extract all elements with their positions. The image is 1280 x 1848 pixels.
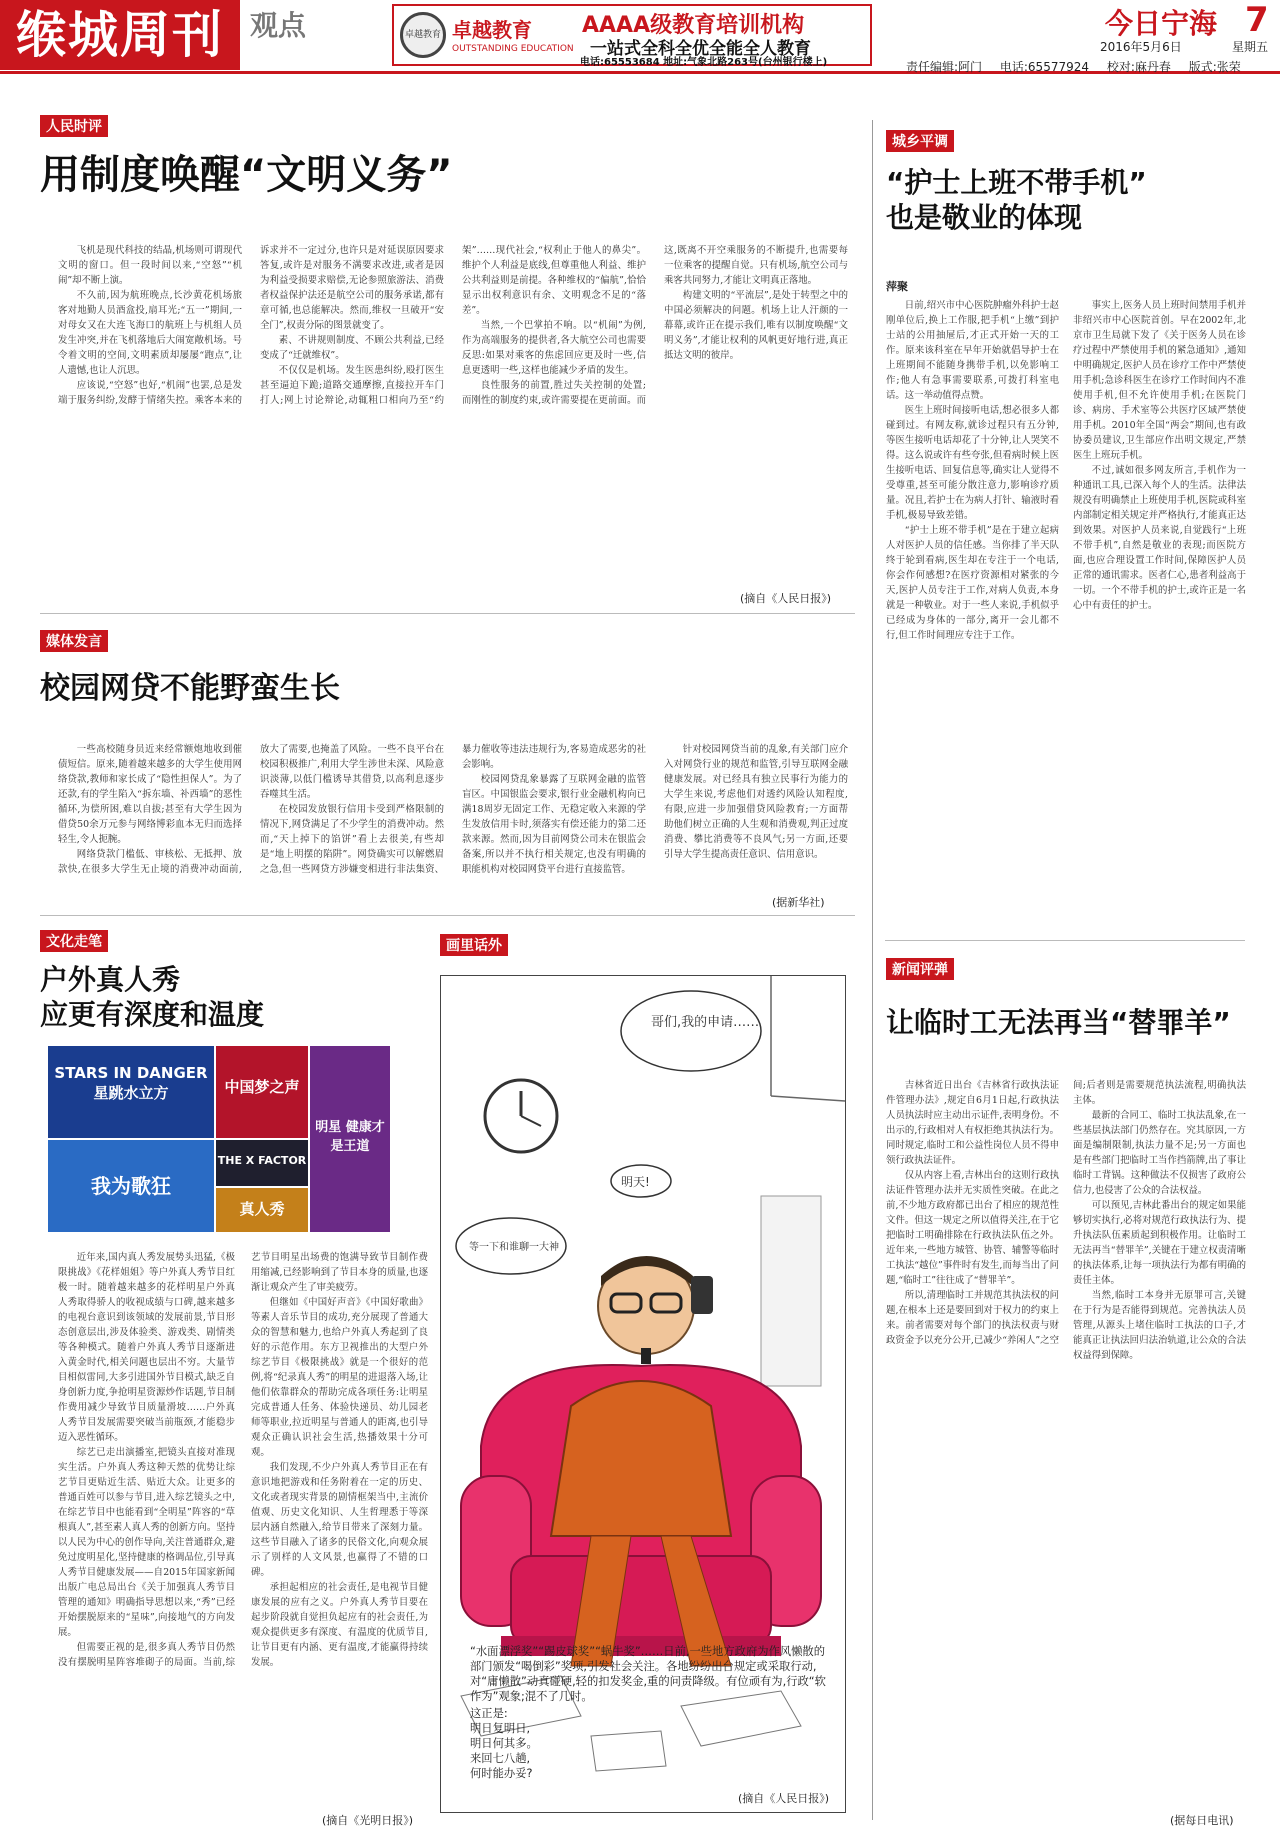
variety-show-collage [48,1046,390,1232]
paragraph: 良性服务的前置,胜过失关控制的处置;而刚性的制度约束,或许需要提在更前面。而这,既离不开空乘服务的不断提升,也需要每一位乘客的提醒自觉。只有机场,航空公司与乘客共同努力,才能让文明真正落地。 [462,245,848,406]
poem-line: 来回七八趟, [470,1752,531,1765]
ad-subline: 一站式全科全优全能全人教育 [590,39,811,59]
paragraph: 综艺已走出演播室,把镜头直接对准现实生活。户外真人秀这种天然的优势让综艺节目更贴近生活、贴近大众。让更多的普通百姓可以参与节目,进入综艺镜头之中,在综艺节目中也能看到“全明星”阵容的“草根真人”,甚至素人真人秀的创新方向。坚持以人民为中心的创作导向,关注普通群众,避免过度明星化,坚持健康的格调品位,引导真人秀节目健康发展——自2015年国家新闻出版广电总局出台《关于加强真人秀节目管理的通知》明确指导思想以来,“秀”已经开始摆脱原来的“星味”,向接地气的方向发展。 [58,1447,235,1638]
poem-line: 这正是: [470,1707,508,1720]
paragraph: 飞机是现代科技的结晶,机场则可谓现代文明的窗口。但一段时间以来,“空怒”“机闹”却不断上演。 [58,245,242,286]
speech-text: 哥们,我的申请…… [651,1015,760,1030]
page-number: 7 [1245,0,1269,40]
poster-label: 真人秀 [239,1200,285,1218]
paragraph: 不久前,因为航班晚点,长沙黄花机场旅客对地勤人员酒盒投,扇耳光;“五一”期间,一对母女又在大连飞海口的航班上与机组人员发生冲突,并在飞机落地后大闹宽敞机场。号令着文明的空间,文明素质却屡屡“跑点”,让人遗憾,也让人沉思。 [58,290,242,376]
paragraph: 所以,清理临时工并规范其执法权的问题,在根本上还是要回到对于权力的约束上来。前者需要对每个部门的执法权责与财政资金予以充分公开,已减少“养闲人”之空间;后者则是需要规范执法流程,明确执法主体。 [886,1080,1246,1346]
speech-bubble-top [621,991,761,1071]
show-poster-image [216,1140,308,1186]
ad-headline: AAAA级教育培训机构 [582,13,805,38]
paragraph: 日前,绍兴市中心医院肿瘤外科护士赵刚单位后,换上工作服,把手机“上缴”到护士站的公用抽屉后,才正式开始一天的工作。原来该科室在早年开始就倡导护士在上班期间不能随身携带手机,以免影响工作;他人有急事需要联系,可拨打科室电话。这一举动值得点赞。 [886,300,1059,401]
poster-label: THE X FACTOR [217,1154,307,1167]
paragraph: 构建文明的“平流层”,是处于转型之中的中国必须解决的问题。机场上让人汗颜的一幕幕,或许正在提示我们,唯有以制度唤醒“文明义务”,才能让权利的风帆更好地行进,真正抵达文明的彼岸。 [664,290,848,361]
paragraph: 当然,一个巴掌拍不响。以“机闹”为例,作为高端服务的提供者,各大航空公司也需要反思:如果对乘客的焦虑回应更及时一些,信息更透明一些,这样也能减少矛盾的发生。 [462,320,646,376]
paragraph: 不仅仅是机场。发生医患纠纷,殴打医生甚至逼迫下跪;道路交通摩擦,直接拉开车门打人;网上讨论辩论,动辄粗口相向乃至“约架”……现代社会,“权利止于他人的鼻尖”。维护个人利益是底线,但尊重他人利益、维护公共利益则是前提。各种维权的“偏航”,恰恰显示出权利意识有余、文明观念不足的“落差”。 [260,245,646,406]
paragraph: 不过,诚如很多网友所言,手机作为一种通讯工具,已深入每个人的生活。法律法规没有明确禁止上班使用手机,医院或科室内部制定相关规定并严格执行,才能真正达到效果。对医护人员来说,自觉践行“上班不带手机”,自然是敬业的表现;而医院方面,也应合理设置工作时间,保障医护人员正常的通讯需求。医者仁心,患者利益高于一切。一个不带手机的护士,或许正是一名心中有责任的护士。 [1073,465,1246,611]
section-divider [40,613,855,614]
title-line: 应更有深度和温度 [40,998,265,1031]
paper-logo: 今日宁海 [1105,7,1218,40]
show-poster-image [48,1046,214,1138]
article-source: (据每日电讯) [1170,1814,1234,1827]
poster-label: 明星 健康才是王道 [315,1120,385,1154]
show-poster-image [48,1140,214,1232]
paragraph: 但需要正视的是,很多真人秀节目仍然没有摆脱明星阵容堆砌子的局面。当前,综艺节目明星出场费的饱满导致节目制作费用缩减,已经影响到了节目本身的质量,也逐渐让观众产生了审美疲劳。 [58,1252,428,1668]
article-source: (据新华社) [772,896,825,909]
show-poster-image [216,1188,308,1232]
paragraph: 校园网贷乱象暴露了互联网金融的监管盲区。中国银监会要求,银行业金融机构向已满18周岁无固定工作、无稳定收入来源的学生发放信用卡时,须落实有偿还能力的第二还款来源。然而,因为目前网贷公司未在银监会备案,所以并不执行相关规定,也没有明确的职能机构对校园网贷平台进行直接监管。 [462,774,646,875]
paragraph: 事实上,医务人员上班时间禁用手机并非绍兴市中心医院首创。早在2002年,北京市卫生局就下发了《关于医务人员在诊疗过程中严禁使用手机的紧急通知》,通知中明确规定,医护人员在诊疗工作中严禁使用手机;急诊科医生在诊疗工作时间内不准使用手机,但不允许使用手机;在医院门诊、病房、手术室等公共医疗区域严禁使用手机。2010年全国“两会”期间,也有政协委员建议,卫生部应作出明文规定,严禁医生上班玩手机。 [1073,300,1246,461]
education-ad[interactable] [392,4,872,66]
credit-item: 校对:麻丹春 [1106,60,1171,74]
paragraph: 最新的合同工、临时工执法乱象,在一些基层执法部门仍然存在。究其原因,一方面是编制限制,执法力量不足;另一方面也是有些部门把临时工当作挡箭牌,出了事让临时工背锅。这种做法不仅损害了政府公信力,也侵害了公众的合法权益。 [1073,1110,1246,1196]
article-source: (摘自《人民日报》) [740,592,832,605]
credit-item: 责任编辑:阿门 [906,60,983,74]
article-tag: 文化走笔 [40,930,108,952]
credits [906,58,1255,75]
paragraph: 网络贷款门槛低、审核松、无抵押、放款快,在很多大学生无止境的消费冲动面前,放大了需要,也掩盖了风险。一些不良平台在校园积极推广,利用大学生涉世未深、风险意识淡薄,以低门槛诱导其借贷,以高利息逐步吞噬其生活。 [58,744,444,875]
section-name: 观点 [250,9,307,42]
speech-text: 等一下和谁聊一大神 [469,1242,559,1253]
wall-clock-icon [485,1080,557,1152]
paragraph: 素、不讲规则制度、不顾公共利益,已经变成了“迁就维权”。 [260,335,444,361]
article-title[interactable]: 让临时工无法再当“替罪羊” [886,1006,1231,1039]
article-title[interactable]: 校园网贷不能野蛮生长 [40,671,340,706]
paragraph: 应该说,“空怒”也好,“机闹”也罢,总是发端于服务纠纷,发酵于情绪失控。乘客本来的诉求并不一定过分,也许只是对延误原因要求答复,或许是对服务不满要求改进,或者是因为利益受损要求赔偿,无论参照旅游法、消费者权益保护法还是航空公司的服务承诺,都有章可循,也总能解决。然而,维权一旦破开“安全门”,权责分际的图景就变了。 [58,245,444,406]
article-tag: 人民时评 [40,115,108,137]
article-body [58,1250,428,1810]
issue-date: 2016年5月6日 [1100,40,1182,54]
poem-line: 明日何其多。 [470,1737,538,1750]
poster-label: STARS IN DANGER 星跳水立方 [54,1064,208,1102]
poster-label: 我为歌狂 [91,1174,171,1198]
paragraph: 但继如《中国好声音》《中国好歌曲》等素人音乐节目的成功,充分展现了普通大众的智慧和魅力,也给户外真人秀起到了良好的示范作用。东方卫视推出的大型户外综艺节目《极限挑战》就是一个很好的范例,将“纪录真人秀”的明星的进退落入场,让他们依靠群众的帮助完成各项任务:让明星完成普通人任务、体验快递员、幼儿园老师等职业,拉近明星与普通人的距离,也引导观众正确认识社会生活,热播效果十分可观。 [251,1297,428,1458]
masthead [0,0,1280,74]
caption-text: “水面漂浮奖”“踢皮球奖”“蜗牛奖”……日前,一些地方政府为作风懒散的部门颁发“喝倒彩”奖项,引发社会关注。各地纷纷出台规定或采取行动,对“庸懒散”动真碰硬,轻的扣发奖金,重的问责降级。有位顽有为,行政“软作为”观象;混不了几时。 [470,1645,826,1703]
poem-line: 明日复明日, [470,1722,531,1735]
poem-line: 何时能办妥? [470,1767,533,1780]
show-poster-image [216,1046,308,1138]
paragraph: 一些高校随身员近来经常额炮地收到催债短信。原来,随着越来越多的大学生使用网络贷款,教师和家长成了“隐性担保人”。为了还款,有的学生陷入“拆东墙、补西墙”的恶性循环,为偿所困,难以自拔;甚至有大学生因为借贷50余万元参与网络博彩血本无归而选择轻生,令人扼腕。 [58,744,242,845]
ad-logo-icon: 卓越教育 [400,12,446,58]
article-tag: 媒体发言 [40,630,108,652]
paragraph: 吉林省近日出台《吉林省行政执法证件管理办法》,规定自6月1日起,行政执法人员执法时应主动出示证件,表明身份。不出示的,行政相对人有权拒绝其执法行为。同时规定,临时工和公益性岗位人员不得申领行政执法证件。 [886,1080,1059,1166]
article-title[interactable] [886,165,1147,235]
paragraph: 近年来,国内真人秀发展势头迅猛,《极限挑战》《花样姐姐》等户外真人秀节目红极一时。随着越来越多的花样明星户外真人秀取得骄人的收视成绩与口碑,越来越多的电视台意识到该领域的发展前景,节目形态创意层出,涉及体验类、游戏类、剧情类等各种模式。随着户外真人秀节目逐渐进入黄金时代,相关问题也层出不穷。大量节目相似雷同,大多引进国外节目模式,缺乏自身创新力度,争抢明星资源炒作话题,节目制作费用减少导致节目质量滑坡……户外真人秀节目发展需要突破当前瓶颈,才能稳步迈入恶性循环。 [58,1252,235,1443]
section-divider [885,940,1245,941]
article-body [886,298,1246,923]
mobile-phone-icon [691,1276,713,1314]
article-tag: 新闻评弹 [886,958,954,980]
column-divider [872,120,873,1820]
credit-item: 电话:65577924 [999,60,1089,74]
paragraph: 针对校园网贷当前的乱象,有关部门应介入对网贷行业的规范和监管,引导互联网金融健康发展。对已经具有独立民事行为能力的大学生来说,考虑他们对透约风险认知程度,有限,应进一步加强借贷风险教育;一方面帮助他们树立正确的人生观和消费观,判正过度消费、攀比消费等不良风气;另一方面,还要引导大学生提高责任意识、信用意识。 [664,744,848,860]
title-line: 也是敬业的体现 [886,201,1083,234]
paragraph: 承担起相应的社会责任,是电视节目健康发展的应有之义。户外真人秀节目要在起步阶段就自觉担负起应有的社会责任,为观众提供更多有深度、有温度的优质节目,让节目更有内涵、更有温度,才能赢得持续发展。 [251,1582,428,1668]
article-body [886,1078,1246,1810]
ad-company-name-en: OUTSTANDING EDUCATION [452,44,574,54]
poster-label: 中国梦之声 [224,1078,300,1096]
article-body [58,243,848,588]
paragraph: 仅从内容上看,吉林出台的这则行政执法证件管理办法并无实质性突破。在此之前,不少地方政府都已出台了相应的规范性文件。但这一规定之所以值得关注,在于它把临时工明确排除在行政执法队伍之外。近年来,一些地方城管、协管、辅警等临时工执法“越位”事件时有发生,而每当出了问题,“临时工”往往成了“替罪羊”。 [886,1170,1059,1286]
article-source: (摘自《光明日报》) [322,1814,414,1827]
brand-title: 缑城周刊 [0,0,240,70]
article-source: (摘自《人民日报》) [738,1792,830,1805]
article-tag: 画里话外 [440,934,508,956]
paragraph: 可以预见,吉林此番出台的规定如果能够切实执行,必将对规范行政执法行为、提升执法队伍素质起到积极作用。让临时工无法再当“替罪羊”,关键在于建立权责清晰的执法体系,让每一项执法行为都有明确的责任主体。 [1073,1200,1246,1286]
speech-bubble-mid [611,1165,671,1197]
title-line: 户外真人秀 [40,963,181,996]
paragraph: 当然,临时工本身并无原罪可言,关键在于行为是否能得到规范。完善执法人员管理,从源头上堵住临时工执法的口子,才能真正让执法回归法治轨道,让公众的合法权益得到保障。 [1073,1290,1246,1361]
cartoon-caption [470,1644,830,1781]
paragraph: 医生上班时间接听电话,想必很多人都碰到过。有网友称,就诊过程只有五分钟,等医生接听电话却花了十分钟,让人哭笑不得。这么说或许有些夸张,但看病时候上医生接听电话、回复信息等,确实让人觉得不受尊重,甚至可能分散注意力,影响诊疗质量。况且,若护士在为病人打针、输液时看手机,极易导致差错。 [886,405,1059,521]
article-byline: 萍聚 [886,280,908,293]
ad-company-name: 卓越教育 [452,18,532,42]
section-divider [40,915,855,916]
title-line: “护士上班不带手机” [886,166,1147,199]
paragraph: “护士上班不带手机”是在于建立起病人对医护人员的信任感。当你排了半天队终于轮到看病,医生却在专注于一个电话,你会作何感想?在医疗资源相对紧张的今天,医护人员专注于工作,对病人负责,本身就是一种敬业。对于一些人来说,手机似乎已经成为身体的一部分,离开一会儿都不行,但工作时间理应专注于工作。 [886,525,1059,641]
ad-contact: 电话:65553684 地址:气象北路263号(台州银行楼上) [580,57,828,68]
credit-item: 版式:张荣 [1188,60,1241,74]
show-poster-image [310,1046,390,1232]
article-body [58,742,848,892]
article-title[interactable] [40,962,264,1032]
article-title[interactable]: 用制度唤醒“文明义务” [40,152,453,198]
paragraph: 在校园发放银行信用卡受到严格限制的情况下,网贷满足了不少学生的消费冲动。然而,“天上掉下的馅饼”看上去很美,有些却是“地上明摆的陷阱”。网贷确实可以解燃眉之急,但一些网贷方涉嫌变相进行非法集资、暴力催收等违法违规行为,客易造成恶劣的社会影响。 [260,744,646,875]
article-tag: 城乡平调 [886,130,954,152]
issue-weekday: 星期五 [1232,40,1269,54]
speech-bubble-left [456,1218,566,1274]
paragraph: 我们发现,不少户外真人秀节目正在有意识地把游戏和任务附着在一定的历史、文化或者现实背景的剧情框架当中,主流价值观、历史文化知识、人生哲理悉于等深层内涵自然融入,给节目带来了深刻力量。这些节目融入了诸多的民俗文化,向观众展示了别样的人文风景,也赢得了不错的口碑。 [251,1462,428,1578]
speech-text: 明天! [621,1175,650,1189]
